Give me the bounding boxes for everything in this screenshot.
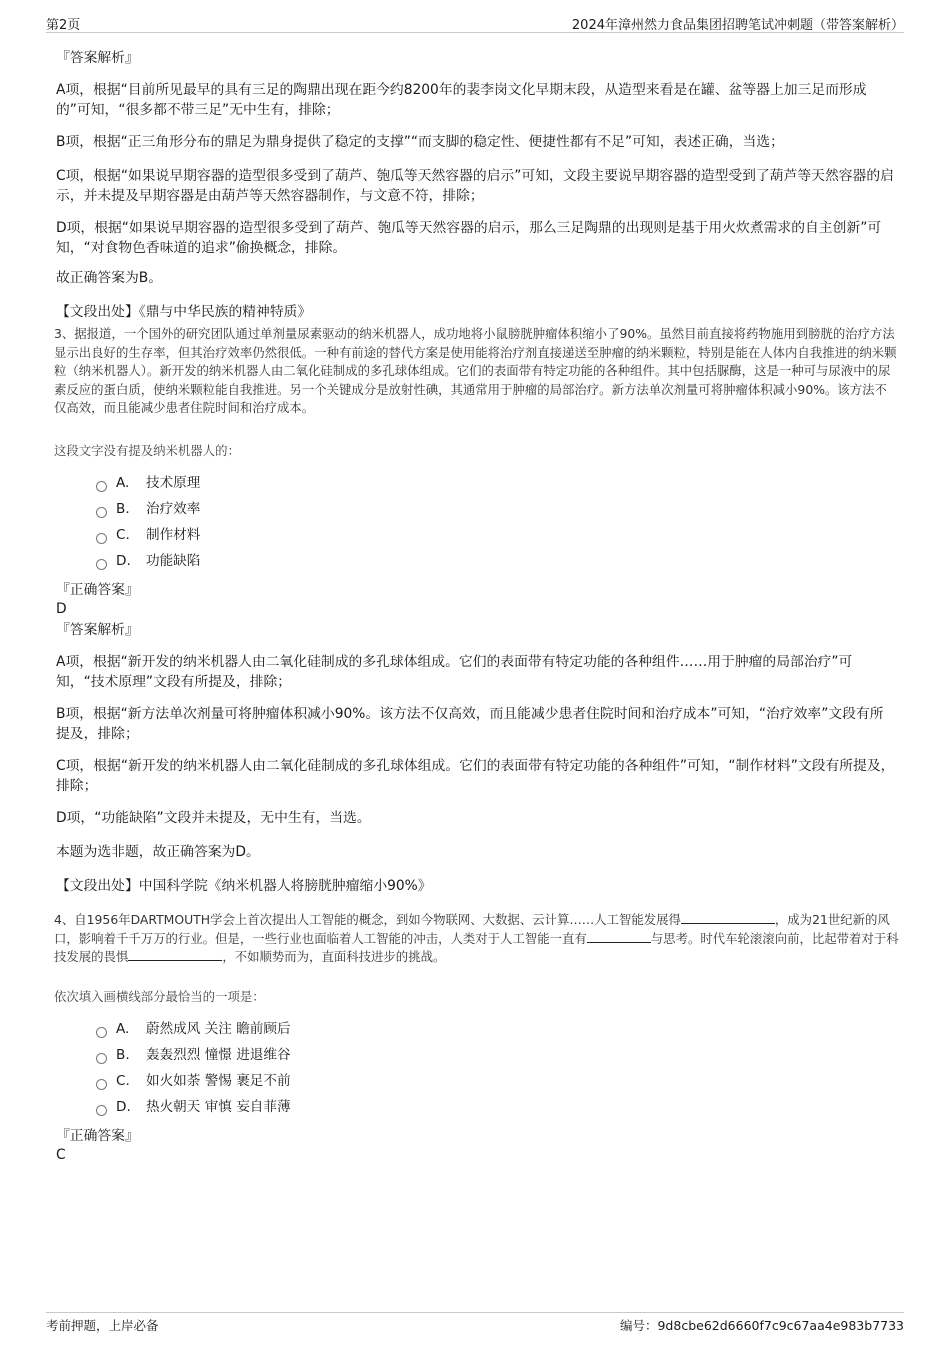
answer-label: 『正确答案』: [56, 1128, 139, 1144]
option-a[interactable]: [96, 1016, 291, 1042]
stem-part: 与思考。时代车轮滚滚向前，比起带着对于科技发展的畏惧: [54, 930, 899, 964]
option-c[interactable]: [96, 1068, 291, 1094]
option-letter: A.: [116, 1021, 130, 1037]
radio-icon[interactable]: [96, 1027, 107, 1038]
option-list: [96, 470, 200, 574]
option-text: 蔚然成风 关注 瞻前顾后: [146, 1021, 291, 1037]
option-text: 轰轰烈烈 憧憬 进退维谷: [146, 1047, 291, 1063]
option-a[interactable]: [96, 470, 200, 496]
option-d[interactable]: [96, 1094, 291, 1120]
analysis-c: C项，根据“如果说早期容器的造型很多受到了葫芦、匏瓜等天然容器的启示”可知，文段主要说早期容器的造型受到了葫芦等天然容器的启示，并未提及早期容器是由葫芦等天然容器制作，与文意不符，排除；: [56, 168, 894, 204]
page-footer: [46, 1312, 904, 1333]
option-text: 热火朝天 审慎 妄自菲薄: [146, 1099, 291, 1115]
document-title: 2024年漳州然力食品集团招聘笔试冲刺题（带答案解析）: [571, 18, 904, 33]
option-letter: D.: [116, 1099, 131, 1115]
option-text: 功能缺陷: [146, 553, 201, 569]
analysis-conclusion: 故正确答案为B。: [56, 270, 163, 286]
code-value: 9d8cbe62d6660f7c9c67aa4e983b7733: [657, 1318, 904, 1333]
stem-part: ，成为21世纪新的风口，影响着千千万万的行业。但是，一些行业也面临着人工智能的冲击，人类对于人工智能一直有: [54, 912, 890, 946]
fill-blank-3: [128, 948, 222, 961]
analysis-conclusion: 本题为选非题，故正确答案为D。: [56, 844, 260, 860]
correct-answer: D: [56, 601, 67, 617]
analysis-b: B项，根据“新方法单次剂量可将肿瘤体积减小90%。该方法不仅高效，而且能减少患者住院时间和治疗成本”可知，“治疗效率”文段有所提及，排除；: [56, 706, 884, 742]
option-b[interactable]: [96, 496, 200, 522]
analysis-d: D项，根据“如果说早期容器的造型很多受到了葫芦、匏瓜等天然容器的启示，那么三足陶鼎的出现则是基于用火炊煮需求的自主创新”可知，“对食物色香味道的追求”偷换概念，排除。: [56, 220, 882, 256]
option-letter: B.: [116, 501, 130, 517]
option-letter: A.: [116, 475, 130, 491]
analysis-a: A项，根据“新开发的纳米机器人由二氧化硅制成的多孔球体组成。它们的表面带有特定功能的各种组件……用于肿瘤的局部治疗”可知，“技术原理”文段有所提及，排除；: [56, 654, 853, 690]
question-stem: [54, 911, 899, 967]
option-list: [96, 1016, 291, 1120]
correct-answer: C: [56, 1147, 66, 1163]
question-prompt: 依次填入画横线部分最恰当的一项是：: [54, 989, 265, 1004]
analysis-label: 『答案解析』: [56, 50, 139, 66]
radio-icon[interactable]: [96, 1079, 107, 1090]
radio-icon[interactable]: [96, 559, 107, 570]
document-code: [620, 1316, 904, 1334]
radio-icon[interactable]: [96, 533, 107, 544]
analysis-a: A项，根据“目前所见最早的具有三足的陶鼎出现在距今约8200年的裴李岗文化早期末段，从造型来看是在罐、盆等器上加三足而形成的”可知，“很多都不带三足”无中生有，排除；: [56, 82, 867, 118]
option-c[interactable]: [96, 522, 200, 548]
stem-part: ，不如顺势而为，直面科技进步的挑战。: [222, 949, 446, 964]
radio-icon[interactable]: [96, 481, 107, 492]
option-letter: B.: [116, 1047, 130, 1063]
analysis-d: D项，“功能缺陷”文段并未提及，无中生有，当选。: [56, 810, 371, 826]
option-letter: C.: [116, 527, 130, 543]
question-prompt: 这段文字没有提及纳米机器人的：: [54, 443, 240, 458]
page-number: 第2页: [46, 18, 81, 33]
text-source: 【文段出处】中国科学院《纳米机器人将膀胱肿瘤缩小90%》: [56, 878, 432, 894]
answer-label: 『正确答案』: [56, 582, 139, 598]
fill-blank-2: [587, 930, 651, 943]
fill-blank-1: [681, 911, 775, 924]
option-letter: C.: [116, 1073, 130, 1089]
footer-slogan: 考前押题，上岸必备: [46, 1318, 159, 1333]
radio-icon[interactable]: [96, 507, 107, 518]
option-b[interactable]: [96, 1042, 291, 1068]
page-header: [46, 14, 904, 33]
text-source: 【文段出处】《鼎与中华民族的精神特质》: [56, 304, 312, 320]
analysis-c: C项，根据“新开发的纳米机器人由二氧化硅制成的多孔球体组成。它们的表面带有特定功能的各种组件”可知，“制作材料”文段有所提及，排除；: [56, 758, 895, 794]
option-text: 如火如荼 警惕 裹足不前: [146, 1073, 291, 1089]
question-stem: 3、据报道，一个国外的研究团队通过单剂量尿素驱动的纳米机器人，成功地将小鼠膀胱肿瘤体积缩小了90%。虽然目前直接将药物施用到膀胱的治疗方法显示出良好的生存率，但其治疗效率仍然很低。一种有前途的替代方案是使用能将治疗剂直接递送至肿瘤的纳米颗粒，特别是能在人体内自我推进的纳米颗粒（纳米机器人）。新开发的纳米机器人由二氧化硅制成的多孔球体组成。它们的表面带有特定功能的各种组件。其中包括脲酶，这是一种可与尿液中的尿素反应的蛋白质，使纳米颗粒能自我推进。另一个关键成分是放射性碘，其通常用于肿瘤的局部治疗。新方法单次剂量可将肿瘤体积减小90%。该方法不仅高效，而且能减少患者住院时间和治疗成本。: [54, 326, 897, 415]
stem-part: 4、自1956年DARTMOUTH学会上首次提出人工智能的概念，到如今物联网、大数据、云计算……人工智能发展得: [54, 912, 681, 927]
option-letter: D.: [116, 553, 131, 569]
option-text: 技术原理: [146, 475, 201, 491]
analysis-b: B项，根据“正三角形分布的鼎足为鼎身提供了稳定的支撑”“而支脚的稳定性、便捷性都有不足”可知，表述正确，当选；: [56, 134, 784, 150]
radio-icon[interactable]: [96, 1053, 107, 1064]
radio-icon[interactable]: [96, 1105, 107, 1116]
code-label: 编号：: [619, 1318, 658, 1333]
option-d[interactable]: [96, 548, 200, 574]
analysis-label: 『答案解析』: [56, 622, 139, 638]
option-text: 制作材料: [146, 527, 201, 543]
option-text: 治疗效率: [146, 501, 201, 517]
